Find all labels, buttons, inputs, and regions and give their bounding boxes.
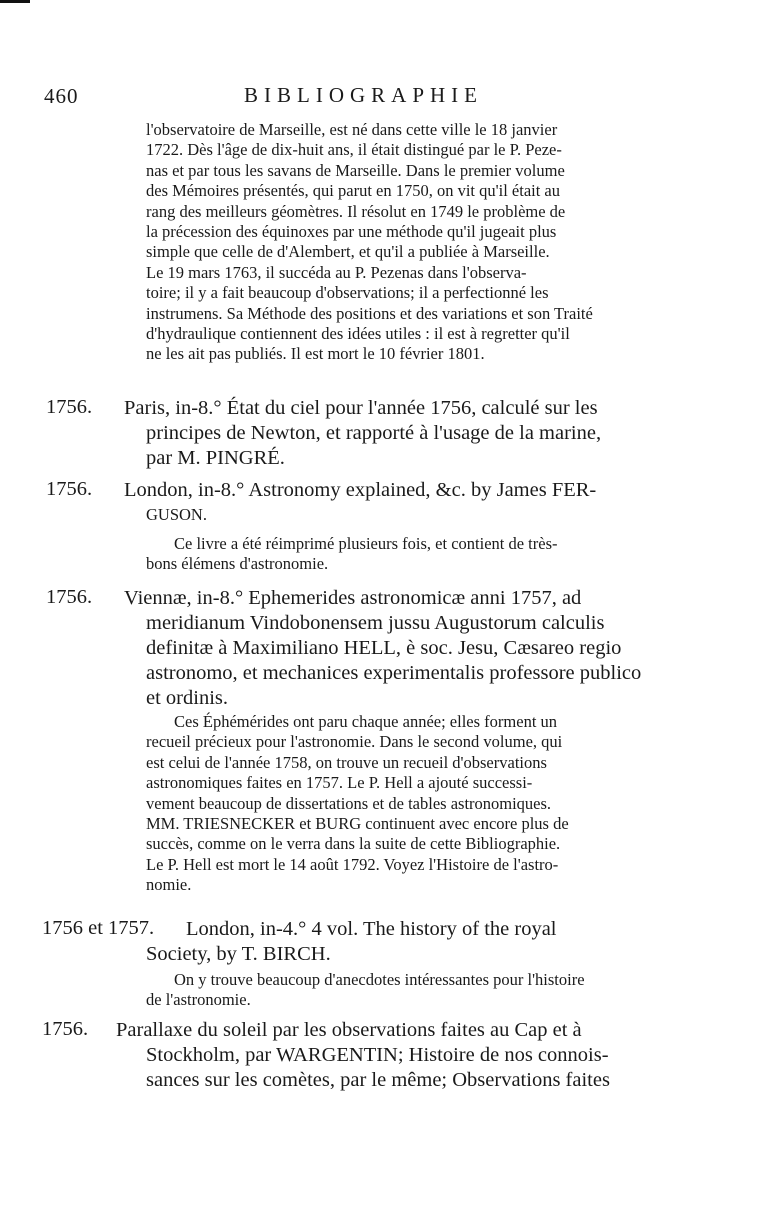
text-line: toire; il y a fait beaucoup d'observations; il a perfectionné les bbox=[146, 283, 549, 303]
text-line: et ordinis. bbox=[146, 687, 228, 709]
text-line: succès, comme on le verra dans la suite de cette Bibliographie. bbox=[146, 834, 561, 854]
entry-note bbox=[146, 970, 730, 1011]
text-line: de l'astronomie. bbox=[146, 990, 251, 1010]
text-line: instrumens. Sa Méthode des positions et des variations et son Traité bbox=[146, 303, 593, 323]
entry-text-continuation bbox=[146, 505, 730, 525]
entry-text bbox=[124, 586, 728, 711]
text-line: definitæ à Maximiliano HELL, è soc. Jesu, Cæsareo regio bbox=[146, 637, 622, 659]
text-line: astronomiques faites en 1757. Le P. Hell a ajouté successi- bbox=[146, 773, 533, 793]
text-line: l'observatoire de Marseille, est né dans cette ville le 18 janvier bbox=[146, 120, 558, 139]
text-line: London, in-8.° Astronomy explained, &c. by James FER- bbox=[124, 479, 597, 501]
text-line: la précession des équinoxes par une méthode qu'il jugeait plus bbox=[146, 222, 557, 242]
entry-year: 1756. bbox=[42, 1018, 89, 1040]
entry-year: 1756 et 1757. bbox=[42, 917, 155, 939]
text-line: vement beaucoup de dissertations et de tables astronomiques. bbox=[146, 793, 552, 813]
text-line: Paris, in-8.° État du ciel pour l'année 1756, calculé sur les bbox=[124, 397, 598, 419]
text-line: Le P. Hell est mort le 14 août 1792. Voyez l'Histoire de l'astro- bbox=[146, 854, 559, 874]
text-line: MM. TRIESNECKER et BURG continuent avec encore plus de bbox=[146, 814, 569, 834]
intro-paragraph bbox=[146, 120, 730, 365]
entry-text bbox=[124, 396, 728, 471]
entry-text-continuation bbox=[146, 942, 730, 967]
text-line: rang des meilleurs géomètres. Il résolut en 1749 le problème de bbox=[146, 201, 566, 221]
text-line: simple que celle de d'Alembert, et qu'il a publiée à Marseille. bbox=[146, 242, 550, 262]
text-line: Parallaxe du soleil par les observations faites au Cap et à bbox=[116, 1019, 582, 1041]
text-line: Le 19 mars 1763, il succéda au P. Pezenas dans l'observa- bbox=[146, 262, 527, 282]
text-line: nomie. bbox=[146, 875, 192, 895]
page-number: 460 bbox=[44, 84, 79, 108]
entry-year: 1756. bbox=[46, 396, 93, 418]
text-line: Stockholm, par WARGENTIN; Histoire de nos connois- bbox=[146, 1044, 609, 1066]
entry-text bbox=[186, 917, 728, 942]
text-line: meridianum Vindobonensem jussu Augustorum calculis bbox=[146, 612, 605, 634]
text-line: des Mémoires présentés, qui parut en 1750, on vit qu'il était au bbox=[146, 181, 561, 201]
entry-text bbox=[124, 478, 728, 503]
scan-edge-mark bbox=[0, 0, 30, 3]
text-line: GUSON. bbox=[146, 505, 207, 524]
text-line: ne les ait pas publiés. Il est mort le 10 février 1801. bbox=[146, 344, 485, 364]
text-line: Ce livre a été réimprimé plusieurs fois, et contient de très- bbox=[174, 534, 558, 553]
text-line: par M. PINGRÉ. bbox=[146, 447, 285, 469]
text-line: On y trouve beaucoup d'anecdotes intéressantes pour l'histoire bbox=[174, 970, 585, 989]
entry-text bbox=[116, 1018, 728, 1093]
entry-year: 1756. bbox=[46, 586, 93, 608]
text-line: d'hydraulique contiennent des idées utiles : il est à regretter qu'il bbox=[146, 324, 570, 344]
text-line: nas et par tous les savans de Marseille. Dans le premier volume bbox=[146, 160, 565, 180]
text-line: Society, by T. BIRCH. bbox=[146, 943, 331, 965]
text-line: Viennæ, in-8.° Ephemerides astronomicæ anni 1757, ad bbox=[124, 587, 582, 609]
text-line: est celui de l'année 1758, on trouve un recueil d'observations bbox=[146, 752, 547, 772]
entry-note bbox=[146, 534, 730, 575]
text-line: Ces Éphémérides ont paru chaque année; elles forment un bbox=[174, 712, 558, 731]
text-line: bons élémens d'astronomie. bbox=[146, 554, 329, 574]
running-title: BIBLIOGRAPHIE bbox=[244, 83, 483, 107]
text-line: London, in-4.° 4 vol. The history of the royal bbox=[186, 918, 557, 940]
text-line: 1722. Dès l'âge de dix-huit ans, il était distingué par le P. Peze- bbox=[146, 140, 562, 160]
entry-note bbox=[146, 712, 730, 896]
text-line: recueil précieux pour l'astronomie. Dans le second volume, qui bbox=[146, 732, 563, 752]
entry-year: 1756. bbox=[46, 478, 93, 500]
text-line: astronomo, et mechanices experimentalis professore publico bbox=[146, 662, 642, 684]
text-line: principes de Newton, et rapporté à l'usage de la marine, bbox=[146, 422, 602, 444]
text-line: sances sur les comètes, par le même; Observations faites bbox=[146, 1069, 610, 1091]
